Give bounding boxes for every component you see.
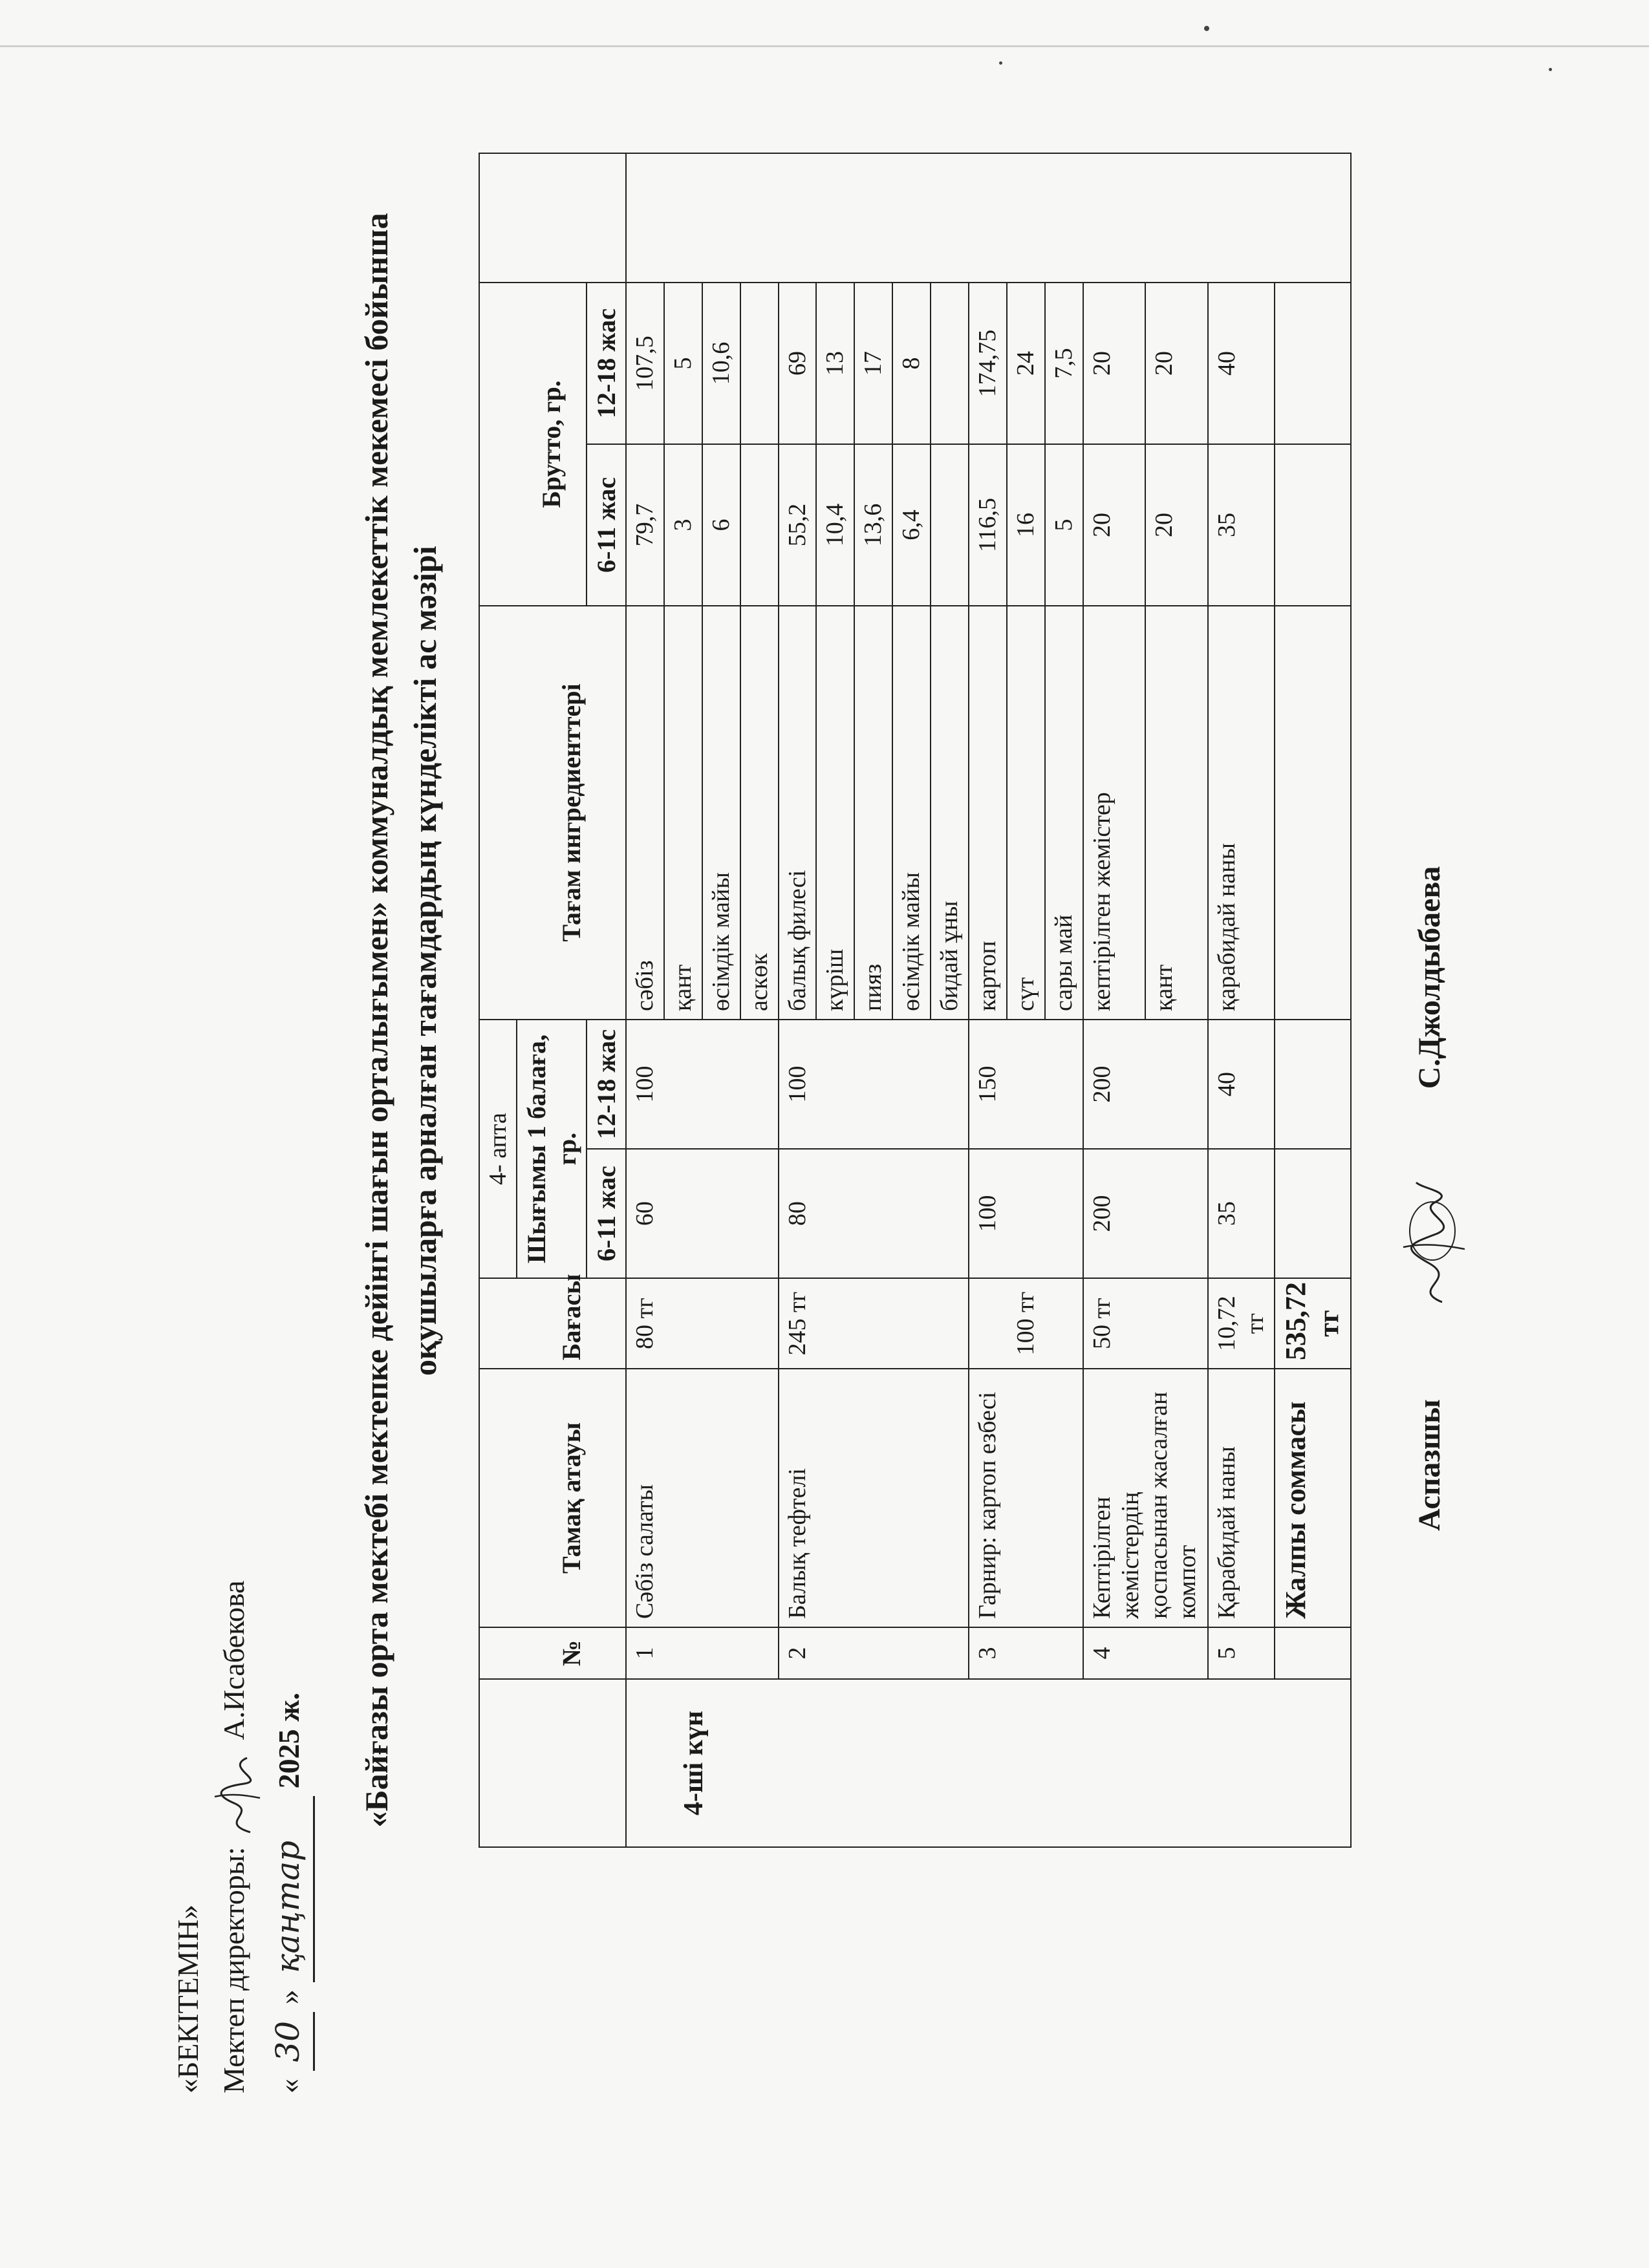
header-dish: Тамақ атауы — [517, 1369, 626, 1627]
ingredient-brutto-age1: 35 — [1208, 444, 1275, 606]
ingredient-brutto-age1: 79,7 — [626, 444, 664, 606]
dish-price: 100 тг — [969, 1278, 1083, 1369]
ingredient-brutto-age2: 13 — [816, 283, 854, 444]
approval-date — [263, 1580, 316, 2093]
ingredient-brutto-age1: 3 — [664, 444, 702, 606]
date-month: қаңтар — [263, 1796, 316, 1982]
director-line — [211, 1580, 263, 2093]
ingredient-name: сүт — [1007, 606, 1045, 1020]
dish-yield-age2: 100 — [626, 1020, 779, 1149]
ingredient-name: сары май — [1045, 606, 1083, 1020]
cook-signature — [1397, 1179, 1468, 1309]
total-empty — [1275, 444, 1351, 606]
ingredient-brutto-age2: 174,75 — [969, 283, 1007, 444]
ingredient-brutto-age2: 107,5 — [626, 283, 664, 444]
ingredient-name: картоп — [969, 606, 1007, 1020]
dish-yield-age2: 100 — [779, 1020, 969, 1149]
title-line-2: оқушыларға арналған тағамдардың күнделікті ас мәзірі — [407, 546, 443, 1376]
header-ingredients-top — [479, 606, 517, 1020]
ingredient-name: сәбіз — [626, 606, 664, 1020]
ingredient-brutto-age2: 24 — [1007, 283, 1045, 444]
ingredient-brutto-age2: 20 — [1083, 283, 1145, 444]
ingredient-name: күріш — [816, 606, 854, 1020]
ingredient-brutto-age1: 20 — [1083, 444, 1145, 606]
total-label: Жалпы соммасы — [1275, 1369, 1351, 1627]
ingredient-name: бидай ұны — [931, 606, 969, 1020]
cook-signature-line — [1397, 866, 1468, 1531]
header-brutto-age1: 6-11 жас — [587, 444, 626, 606]
header-price: Бағасы — [517, 1278, 626, 1369]
ingredient-brutto-age1: 6 — [702, 444, 740, 606]
dish-yield-age1: 80 — [779, 1149, 969, 1278]
total-row — [1275, 153, 1351, 1847]
header-brutto: Брутто, гр. — [517, 283, 587, 606]
ingredient-brutto-age1: 5 — [1045, 444, 1083, 606]
dish-num: 3 — [969, 1627, 1083, 1679]
menu-table-wrap — [479, 154, 1352, 1848]
header-yield-age2: 12-18 жас — [587, 1020, 626, 1149]
header-brutto-top — [479, 283, 517, 606]
dish-yield-age1: 60 — [626, 1149, 779, 1278]
dish-price: 245 тг — [779, 1278, 969, 1369]
table-row — [626, 153, 664, 1847]
ingredient-brutto-age2: 5 — [664, 283, 702, 444]
table-corner-3 — [587, 1679, 626, 1847]
dish-yield-age2: 200 — [1083, 1020, 1208, 1149]
header-yield-age1: 6-11 жас — [587, 1149, 626, 1278]
total-empty — [1275, 1020, 1351, 1149]
ingredient-name: қант — [664, 606, 702, 1020]
cook-name: С.Джолдыбаева — [1412, 866, 1447, 1089]
ingredient-name: пияз — [854, 606, 892, 1020]
dish-price: 10,72 тг — [1208, 1278, 1275, 1369]
header-ingredients: Тағам ингредиенттері — [517, 606, 626, 1020]
table-row — [969, 153, 1007, 1847]
blank-column — [626, 153, 1351, 283]
table-row — [779, 153, 817, 1847]
header-dish-top — [479, 1369, 517, 1627]
dish-yield-age2: 40 — [1208, 1020, 1275, 1149]
dish-num: 2 — [779, 1627, 969, 1679]
ingredient-brutto-age1: 116,5 — [969, 444, 1007, 606]
header-num-top — [479, 1627, 517, 1679]
table-corner-2 — [517, 1679, 587, 1847]
dish-name: Сәбіз салаты — [626, 1369, 779, 1627]
ingredient-name: өсімдік майы — [892, 606, 931, 1020]
ingredient-name: кептірілген жемістер — [1083, 606, 1145, 1020]
ingredient-brutto-age2: 20 — [1145, 283, 1207, 444]
ingredient-brutto-age1: 6,4 — [892, 444, 931, 606]
dish-name: Кептірілген жемістердің қоспасынан жасалған компот — [1083, 1369, 1208, 1627]
dish-yield-age1: 35 — [1208, 1149, 1275, 1278]
director-signature — [211, 1751, 263, 1835]
menu-table — [479, 153, 1352, 1848]
ingredient-brutto-age2: 17 — [854, 283, 892, 444]
dish-yield-age1: 200 — [1083, 1149, 1208, 1278]
director-label: Мектеп директоры: — [217, 1846, 251, 2093]
dish-price: 80 тг — [626, 1278, 779, 1369]
dish-num: 5 — [1208, 1627, 1275, 1679]
approved-heading: «БЕКІТЕМІН» — [171, 1904, 204, 2093]
ingredient-brutto-age1: 20 — [1145, 444, 1207, 606]
ingredient-brutto-age2: 69 — [779, 283, 817, 444]
ingredient-brutto-age1: 55,2 — [779, 444, 817, 606]
ingredient-name: аскөк — [740, 606, 779, 1020]
ingredient-brutto-age1: 10,4 — [816, 444, 854, 606]
dish-yield-age2: 150 — [969, 1020, 1083, 1149]
day-label: 4-ші күн — [626, 1679, 1351, 1847]
ingredient-brutto-age2: 7,5 — [1045, 283, 1083, 444]
header-blank — [517, 153, 626, 283]
date-close-quote: » — [272, 1989, 305, 2005]
header-brutto-age2: 12-18 жас — [587, 283, 626, 444]
director-name: А.Исабекова — [217, 1580, 251, 1740]
header-price-top — [479, 1278, 517, 1369]
dish-name: Қарабидай наны — [1208, 1369, 1275, 1627]
date-day: 30 — [263, 2012, 316, 2071]
ingredient-brutto-age1: 13,6 — [854, 444, 892, 606]
approval-block — [165, 1580, 315, 2093]
ingredient-brutto-age2 — [740, 283, 779, 444]
header-num: № — [517, 1627, 626, 1679]
total-value: 535,72 тг — [1275, 1278, 1351, 1369]
ingredient-brutto-age2: 10,6 — [702, 283, 740, 444]
total-empty — [1275, 283, 1351, 444]
cook-role: Аспазшы — [1412, 1399, 1447, 1531]
total-empty — [1275, 1149, 1351, 1278]
table-row — [1208, 153, 1275, 1847]
dish-name: Балық тефтелі — [779, 1369, 969, 1627]
dish-price: 50 тг — [1083, 1278, 1208, 1369]
document-title — [352, 83, 449, 1958]
ingredient-name: қарабидай наны — [1208, 606, 1275, 1020]
dish-num: 1 — [626, 1627, 779, 1679]
table-corner — [479, 1679, 517, 1847]
date-year: 2025 ж. — [272, 1693, 305, 1789]
ingredient-brutto-age1: 16 — [1007, 444, 1045, 606]
total-num-cell — [1275, 1627, 1351, 1679]
title-line-1: «Байғазы орта мектебі мектепке дейінгі шағын орталығымен» коммуналдық мемлекеттік мекемесі бойынша — [358, 213, 394, 1828]
date-open-quote: « — [272, 2079, 305, 2093]
header-yield: Шығымы 1 балаға, гр. — [517, 1020, 587, 1278]
dish-yield-age1: 100 — [969, 1149, 1083, 1278]
ingredient-brutto-age1 — [931, 444, 969, 606]
ingredient-brutto-age2: 40 — [1208, 283, 1275, 444]
ingredient-name: өсімдік майы — [702, 606, 740, 1020]
ingredient-brutto-age2 — [931, 283, 969, 444]
ingredient-brutto-age2: 8 — [892, 283, 931, 444]
ingredient-brutto-age1 — [740, 444, 779, 606]
week-label: 4- апта — [479, 1020, 517, 1278]
table-row — [1083, 153, 1145, 1847]
dish-name: Гарнир: картоп езбесі — [969, 1369, 1083, 1627]
dish-num: 4 — [1083, 1627, 1208, 1679]
header-blank-top — [479, 153, 517, 283]
ingredient-name: қант — [1145, 606, 1207, 1020]
total-empty — [1275, 606, 1351, 1020]
ingredient-name: балық филесі — [779, 606, 817, 1020]
